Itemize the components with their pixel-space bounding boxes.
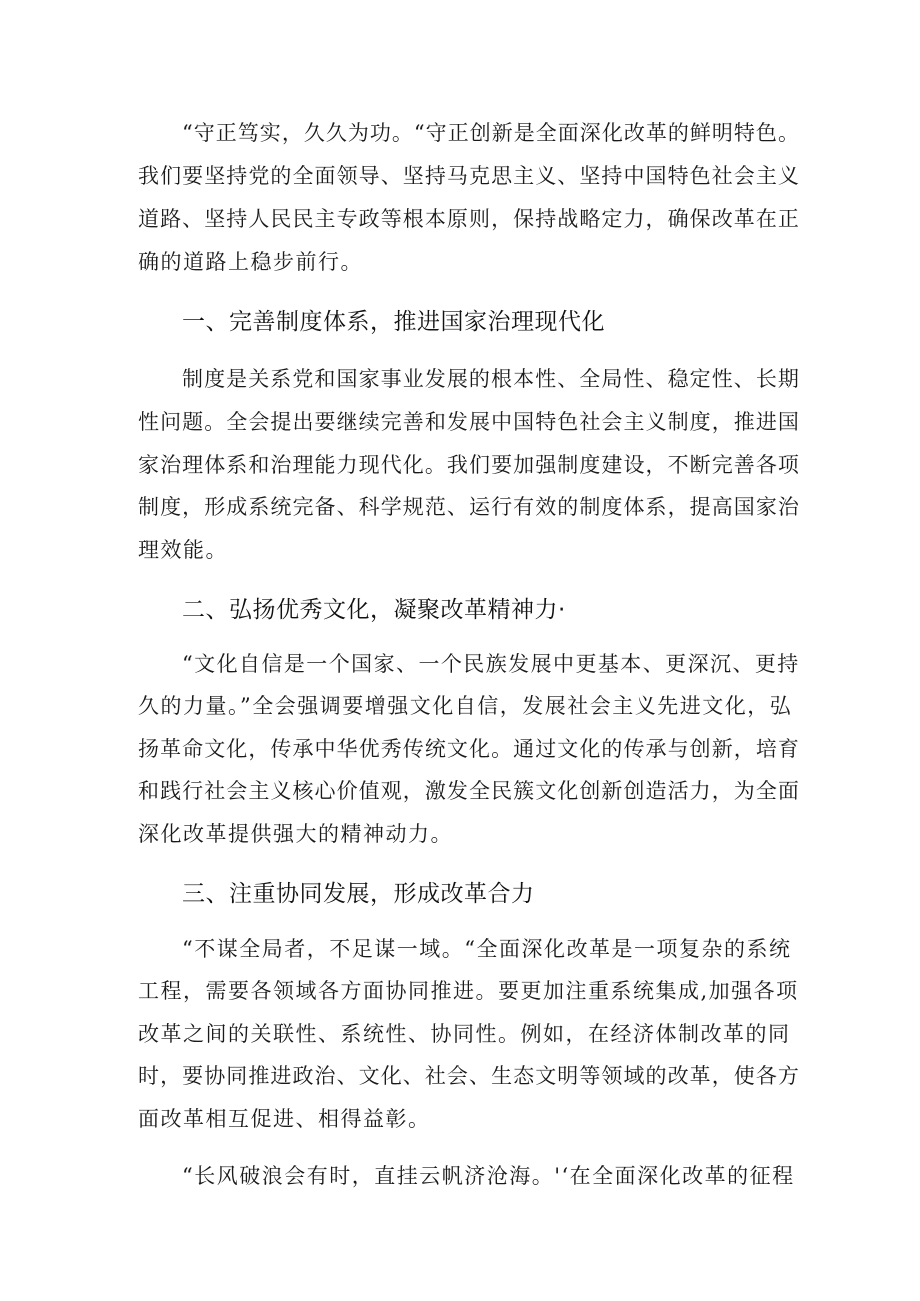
section-3-heading: 三、注重协同发展，形成改革合力 — [182, 881, 535, 907]
section-3-line-2: 工程，需要各领域各方面协同推进。要更加注重系统集成,加强各项 — [138, 979, 799, 1003]
section-2-line-2: 久的力量。”全会强调要增强文化自信，发展社会主义先进文化，弘 — [138, 694, 793, 718]
section-2-line-3: 扬革命文化，传承中华优秀传统文化。通过文化的传承与创新，培育 — [138, 737, 800, 761]
intro-line-4: 确的道路上稳步前行。 — [138, 250, 363, 274]
section-1-line-4: 制度，形成系统完备、科学规范、运行有效的制度体系，提高国家治 — [138, 495, 800, 519]
section-2-line-1: “文化自信是一个国家、一个民族发展中更基本、更深沉、更持 — [182, 652, 800, 676]
section-1-line-3: 家治理体系和治理能力现代化。我们要加强制度建设，不断完善各项 — [138, 453, 800, 477]
section-1-line-2: 性问题。全会提出要继续完善和发展中国特色社会主义制度，推进国 — [138, 410, 800, 434]
intro-line-3: 道路、坚持人民民主专政等根本原则，保持战略定力，确保改革在正 — [138, 207, 800, 231]
section-1-line-1: 制度是关系党和国家事业发展的根本性、全局性、稳定性、长期 — [182, 367, 800, 391]
section-2-heading: 二、弘扬优秀文化，凝聚改革精神力· — [182, 597, 566, 623]
section-3-line-1: “不谋全局者，不足谋一域。“全面深化改革是一项复杂的系统 — [182, 937, 792, 961]
closing-line-1: “长风破浪会有时，直挂云帆济沧海。'‘在全面深化改革的征程 — [182, 1164, 795, 1188]
section-3-line-3: 改革之间的关联性、系统性、协同性。例如，在经济体制改革的同 — [138, 1022, 791, 1046]
intro-line-2: 我们要坚持党的全面领导、坚持马克思主义、坚持中国特色社会主义 — [138, 164, 800, 188]
section-1-line-5: 理效能。 — [138, 538, 228, 562]
intro-line-1: “守正笃实，久久为功。“守正创新是全面深化改革的鲜明特色。 — [182, 121, 800, 145]
section-2-line-4: 和践行社会主义核心价值观，激发全民簇文化创新创造活力，为全面 — [138, 779, 800, 803]
section-3-line-5: 面改革相互促进、相得益彰。 — [138, 1107, 431, 1131]
section-1-heading: 一、完善制度体系，推进国家治理现代化 — [182, 309, 605, 335]
section-3-line-4: 时，要协同推进政治、文化、社会、生态文明等领域的改革，使各方 — [138, 1064, 800, 1088]
section-2-line-5: 深化改革提供强大的精神动力。 — [138, 822, 453, 846]
